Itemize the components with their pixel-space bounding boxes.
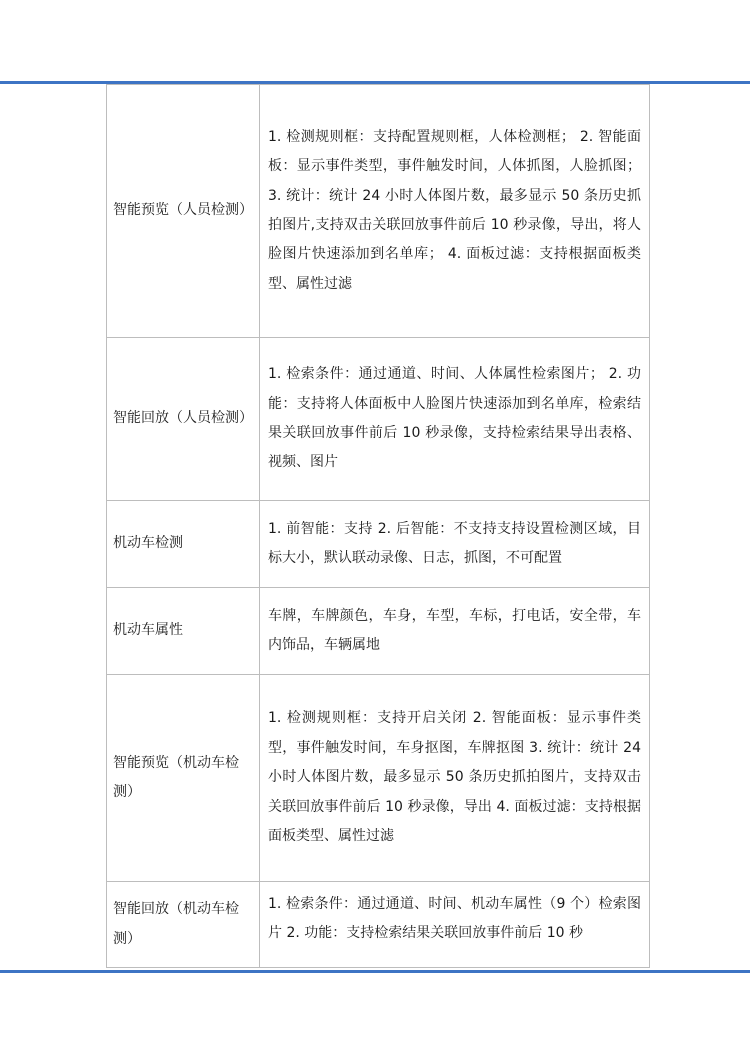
footer-rule <box>0 970 750 973</box>
feature-name-cell: 智能预览（人员检测） <box>107 85 260 338</box>
feature-desc-cell: 1. 检索条件：通过通道、时间、人体属性检索图片； 2. 功能：支持将人体面板中人脸图片快速添加到名单库，检索结果关联回放事件前后 10 秒录像，支持检索结果导出表格、视频、图片 <box>260 338 650 501</box>
table-row <box>107 501 650 588</box>
feature-desc-cell: 1. 检测规则框：支持开启关闭 2. 智能面板：显示事件类型，事件触发时间，车身抠图，车牌抠图 3. 统计：统计 24 小时人体图片数，最多显示 50 条历史抓拍图片，支持双击关联回放事件前后 10 秒录像，导出 4. 面板过滤：支持根据面板类型、属性过滤 <box>260 675 650 882</box>
feature-desc-cell: 车牌，车牌颜色，车身，车型，车标，打电话，安全带，车内饰品，车辆属地 <box>260 588 650 675</box>
table-row <box>107 882 650 968</box>
feature-name-cell: 机动车属性 <box>107 588 260 675</box>
table-row <box>107 588 650 675</box>
table-row <box>107 675 650 882</box>
feature-name-cell: 机动车检测 <box>107 501 260 588</box>
feature-desc-cell: 1. 前智能：支持 2. 后智能：不支持支持设置检测区域，目标大小，默认联动录像、日志，抓图，不可配置 <box>260 501 650 588</box>
table-row <box>107 85 650 338</box>
feature-spec-table <box>106 84 650 968</box>
feature-name-cell: 智能回放（机动车检测） <box>107 882 260 968</box>
feature-name-cell: 智能回放（人员检测） <box>107 338 260 501</box>
feature-desc-cell: 1. 检测规则框：支持配置规则框，人体检测框； 2. 智能面板：显示事件类型，事件触发时间，人体抓图，人脸抓图； 3. 统计：统计 24 小时人体图片数，最多显示 50 条历史抓拍图片,支持双击关联回放事件前后 10 秒录像，导出，将人脸图片快速添加到名单库； 4. 面板过滤：支持根据面板类型、属性过滤 <box>260 85 650 338</box>
table-row <box>107 338 650 501</box>
feature-desc-cell: 1. 检索条件：通过通道、时间、机动车属性（9 个）检索图片 2. 功能：支持检索结果关联回放事件前后 10 秒 <box>260 882 650 968</box>
feature-name-cell: 智能预览（机动车检测） <box>107 675 260 882</box>
